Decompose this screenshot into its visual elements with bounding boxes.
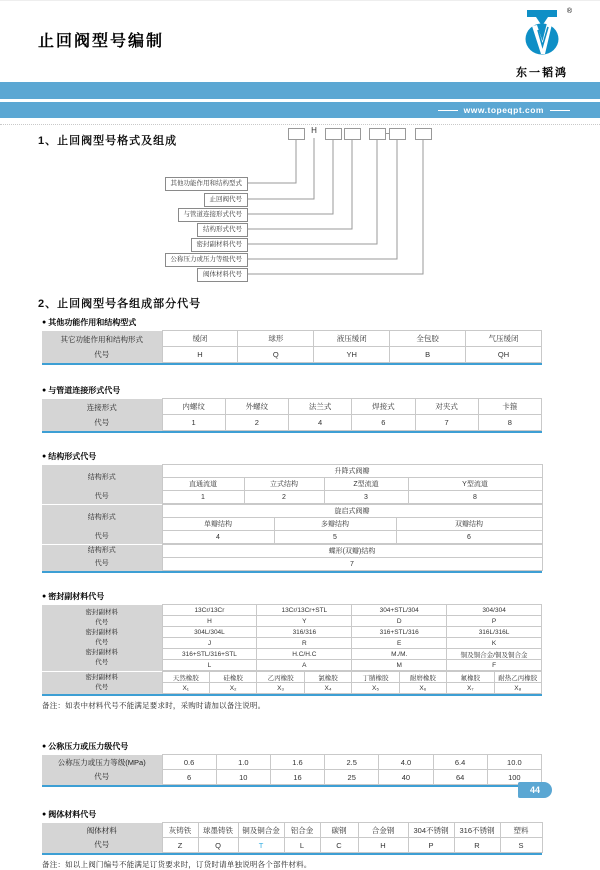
row-header xyxy=(42,331,162,363)
table-cell: P xyxy=(408,838,454,853)
top-banner xyxy=(0,82,600,118)
table-cell: E xyxy=(352,638,447,649)
table6-title-row xyxy=(42,809,600,820)
table-cell: 立式结构 xyxy=(244,478,324,491)
table-row xyxy=(42,672,542,683)
table-cell: S xyxy=(500,838,542,853)
table-cell: 6 xyxy=(396,531,542,544)
table-cell: 6.4 xyxy=(433,755,487,770)
model-box-4 xyxy=(344,128,361,140)
row-header-line: 代号 xyxy=(95,638,109,646)
model-format-section xyxy=(0,125,600,291)
model-box-7 xyxy=(415,128,432,140)
row-header-line: 代号 xyxy=(94,533,109,540)
table-cell: Q xyxy=(198,838,238,853)
table2-title: 与管道连接形式代号 xyxy=(48,386,121,395)
row-header xyxy=(42,399,162,431)
table5-title-row xyxy=(42,741,600,752)
row-header-line: 密封副材料 xyxy=(85,673,118,681)
table4-title-row xyxy=(42,591,600,602)
table-cell: 全包胶 xyxy=(390,331,466,347)
table4-note: 备注：如表中材料代号不能满足要求时，采购时请加以备注说明。 xyxy=(42,701,266,710)
table-cell: 单瓣结构 xyxy=(162,518,274,531)
table-cell: 304+STL/304 xyxy=(352,605,447,616)
bullet-icon: ● xyxy=(42,593,47,600)
table-cell: 直通流道 xyxy=(162,478,244,491)
table-cell: 多瓣结构 xyxy=(274,518,396,531)
table-cell: 0.6 xyxy=(162,755,216,770)
table-cell: 合金钢 xyxy=(358,823,408,838)
table-cell: H xyxy=(162,347,238,363)
table6-title: 阀体材料代号 xyxy=(48,810,97,819)
table-cell: 灰铸铁 xyxy=(162,823,198,838)
table-cell: 316L/316L xyxy=(447,627,542,638)
table1-title: 其他功能作用和结构型式 xyxy=(48,318,137,327)
table-cell: 球墨铸铁 xyxy=(198,823,238,838)
table4-title: 密封副材料代号 xyxy=(48,592,105,601)
model-box-1 xyxy=(288,128,305,140)
table-cell: 25 xyxy=(325,770,379,785)
model-letter: H xyxy=(311,126,317,135)
row-header-line: 密封副材料 xyxy=(85,648,118,656)
row-header-line: 结构形式 xyxy=(87,473,116,481)
table-cell: Y型流道 xyxy=(408,478,542,491)
table-cell: 铝合金 xyxy=(284,823,320,838)
dash-right xyxy=(550,110,570,111)
table-cell: J xyxy=(162,638,257,649)
row-header-line: 代号 xyxy=(94,771,110,781)
table-cell: 7 xyxy=(415,415,478,431)
table-cell: 13Cr/13Cr xyxy=(162,605,257,616)
table-cell: 6 xyxy=(162,770,216,785)
table-cell: YH xyxy=(314,347,390,363)
table-cell: 天然橡胶 xyxy=(162,672,209,683)
bullet-icon: ● xyxy=(42,453,47,460)
brand-logo xyxy=(510,9,574,80)
table-cell: 塑料 xyxy=(500,823,542,838)
bullet-icon: ● xyxy=(42,743,47,750)
table-cell: 10.0 xyxy=(487,755,541,770)
brand-name: 东一韬鸿 xyxy=(516,67,568,79)
table-cell: X₁ xyxy=(162,683,209,694)
table-cell: 焊接式 xyxy=(352,399,415,415)
table-cell: 2 xyxy=(225,415,288,431)
table-cell: 氯橡胶 xyxy=(304,672,351,683)
table-cell: QH xyxy=(466,347,542,363)
table-row xyxy=(42,755,542,770)
table-cell: F xyxy=(447,660,542,671)
model-box-5 xyxy=(369,128,386,140)
table-cell: 1.6 xyxy=(270,755,324,770)
table-row xyxy=(42,823,542,838)
table-row xyxy=(42,399,542,415)
table-cell: 1 xyxy=(162,415,225,431)
table-row xyxy=(42,491,542,504)
table-cell: 1 xyxy=(162,491,244,504)
table-cell: 5 xyxy=(274,531,396,544)
table-cell: 13Cr/13Cr+STL xyxy=(257,605,352,616)
table-cell: 100 xyxy=(487,770,541,785)
table-cell: L xyxy=(284,838,320,853)
table-row xyxy=(42,545,542,558)
table5-title: 公称压力或压力级代号 xyxy=(48,742,129,751)
diagram-label-body-material: 阀体材料代号 xyxy=(197,268,248,282)
table2 xyxy=(42,398,542,433)
table-row xyxy=(42,505,542,518)
row-header-line: 结构形式 xyxy=(87,513,116,521)
table-cell: 304不锈钢 xyxy=(408,823,454,838)
table-cell: 铜及铜合金/铜及铜合金 xyxy=(447,649,542,660)
table-cell: 碳钢 xyxy=(320,823,358,838)
table-cell: 8 xyxy=(408,491,542,504)
row-header xyxy=(42,755,162,785)
table-cell: 316不锈钢 xyxy=(454,823,500,838)
logo-icon xyxy=(520,9,564,57)
row-header-line: 阀体材料 xyxy=(86,825,117,835)
table3 xyxy=(42,464,542,573)
bullet-icon: ● xyxy=(42,319,47,326)
bullet-icon: ● xyxy=(42,387,47,394)
table-cell: M./M. xyxy=(352,649,447,660)
table-cell: 8 xyxy=(478,415,541,431)
table-cell: M xyxy=(352,660,447,671)
table-cell: 304L/304L xyxy=(162,627,257,638)
table-row xyxy=(42,331,542,347)
table-cell: 耐磨橡胶 xyxy=(399,672,446,683)
website-link[interactable] xyxy=(432,105,576,115)
table-cell: Q xyxy=(238,347,314,363)
table-cell: 64 xyxy=(433,770,487,785)
table-cell: L xyxy=(162,660,257,671)
table5 xyxy=(42,754,542,787)
row-header xyxy=(42,823,162,853)
table-cell: X₄ xyxy=(304,683,351,694)
row-header-line: 代号 xyxy=(95,618,109,626)
table4 xyxy=(42,604,542,696)
table-cell: R xyxy=(454,838,500,853)
table-row xyxy=(42,605,542,616)
row-header-line: 代号 xyxy=(94,839,110,849)
diagram-label-valve-code: 止回阀代号 xyxy=(204,193,249,207)
row-header xyxy=(42,672,162,694)
model-box-3 xyxy=(325,128,342,140)
table6 xyxy=(42,822,542,855)
table-cell: 6 xyxy=(352,415,415,431)
row-header xyxy=(42,558,162,571)
table-cell: 对夹式 xyxy=(415,399,478,415)
header xyxy=(0,1,600,82)
bullet-icon: ● xyxy=(42,811,47,818)
table-cell: B xyxy=(390,347,466,363)
table-cell: X₈ xyxy=(494,683,541,694)
table-cell: 16 xyxy=(270,770,324,785)
table-cell: P xyxy=(447,616,542,627)
row-header-line: 代号 xyxy=(94,560,109,567)
table-cell: 7 xyxy=(162,558,542,571)
row-header xyxy=(42,545,162,558)
table-cell: Z型流道 xyxy=(324,478,408,491)
row-header-line: 密封副材料 xyxy=(85,628,118,636)
table-cell: 316+STL/316 xyxy=(352,627,447,638)
table3-title-row xyxy=(42,451,600,462)
table-cell: 4 xyxy=(289,415,352,431)
page-number-badge: 44 xyxy=(518,782,552,798)
table-cell: 双瓣结构 xyxy=(396,518,542,531)
table-cell: 缓闭 xyxy=(162,331,238,347)
table-row xyxy=(42,465,542,478)
table-cell: 气压缓闭 xyxy=(466,331,542,347)
table-cell: 乙丙橡胶 xyxy=(257,672,304,683)
table-cell: D xyxy=(352,616,447,627)
row-header-line: 代号 xyxy=(94,349,110,359)
diagram-connector-lines xyxy=(0,125,600,291)
table-cell: 外螺纹 xyxy=(225,399,288,415)
table-cell: 4.0 xyxy=(379,755,433,770)
table-cell: 硅橡胶 xyxy=(209,672,256,683)
table-cell: R xyxy=(257,638,352,649)
table-cell: 液压缓闭 xyxy=(314,331,390,347)
row-header xyxy=(42,605,162,671)
table-cell: 2.5 xyxy=(325,755,379,770)
row-header-line: 结构形式 xyxy=(87,547,116,554)
table-cell: 丁腈橡胶 xyxy=(352,672,399,683)
table-cell: 蝶形(双瓣)结构 xyxy=(162,545,542,558)
table-cell: 内螺纹 xyxy=(162,399,225,415)
model-box-6 xyxy=(389,128,406,140)
registered-mark: ® xyxy=(566,8,572,15)
section1-heading: 1、止回阀型号格式及组成 xyxy=(38,135,178,147)
table-cell: 304/304 xyxy=(447,605,542,616)
table-cell: K xyxy=(447,638,542,649)
diagram-label-function: 其他功能作用和结构型式 xyxy=(165,177,249,191)
table-cell: X₃ xyxy=(257,683,304,694)
table-cell: A xyxy=(257,660,352,671)
table1-title-row xyxy=(42,317,600,328)
table-cell: 法兰式 xyxy=(289,399,352,415)
row-header-line: 连接形式 xyxy=(86,402,117,412)
row-header-line: 密封副材料 xyxy=(85,608,118,616)
diagram-label-seal-material: 密封副材料代号 xyxy=(191,238,249,252)
table-row xyxy=(42,531,542,544)
table-cell: Z xyxy=(162,838,198,853)
table-row xyxy=(42,558,542,571)
dash-left xyxy=(438,110,458,111)
table-cell: 316+STL/316+STL xyxy=(162,649,257,660)
table-cell: 氟橡胶 xyxy=(447,672,494,683)
table3-title: 结构形式代号 xyxy=(48,452,97,461)
diagram-label-pressure: 公称压力或压力等级代号 xyxy=(165,253,249,267)
table-cell: 4 xyxy=(162,531,274,544)
row-header xyxy=(42,491,162,504)
table-cell: H xyxy=(162,616,257,627)
banner-stripe-top xyxy=(0,82,600,99)
banner-stripe-bottom xyxy=(0,102,600,118)
table-cell: 耐热乙丙橡胶 xyxy=(494,672,541,683)
table-cell: 卡箍 xyxy=(478,399,541,415)
website-text: www.topeqpt.com xyxy=(463,105,544,115)
row-header-line: 代号 xyxy=(94,493,109,500)
table-cell: 球形 xyxy=(238,331,314,347)
table-cell: X₇ xyxy=(447,683,494,694)
diagram-label-connection: 与管道连接形式代号 xyxy=(178,208,249,222)
table-cell: X₂ xyxy=(209,683,256,694)
table-cell: H.C/H.C xyxy=(257,649,352,660)
group-title-cell: 升降式阀瓣 xyxy=(162,465,542,478)
table-cell: C xyxy=(320,838,358,853)
row-header-line: 公称压力或压力等级(MPa) xyxy=(57,757,146,767)
row-header-line: 代号 xyxy=(94,417,110,427)
row-header xyxy=(42,505,162,531)
table-cell: X₅ xyxy=(352,683,399,694)
group-title-cell: 旋启式阀瓣 xyxy=(162,505,542,518)
table-cell: 3 xyxy=(324,491,408,504)
table-cell: H xyxy=(358,838,408,853)
table6-note: 备注：如以上阀门编号不能满足订货要求时，订货时请单独说明各个部件材料。 xyxy=(42,860,312,869)
table-cell: 2 xyxy=(244,491,324,504)
table-cell: X₆ xyxy=(399,683,446,694)
table1 xyxy=(42,330,542,365)
table-cell: 10 xyxy=(216,770,270,785)
diagram-label-structure: 结构形式代号 xyxy=(197,223,248,237)
row-header-line: 代号 xyxy=(95,658,109,666)
row-header-line: 其它功能作用和结构形式 xyxy=(60,334,143,344)
table-cell: 40 xyxy=(379,770,433,785)
table2-title-row xyxy=(42,385,600,396)
section2-heading: 2、止回阀型号各组成部分代号 xyxy=(38,298,202,310)
code-tables xyxy=(0,317,600,870)
table-cell: T xyxy=(238,838,284,853)
table-cell: 铜及铜合金 xyxy=(238,823,284,838)
row-header xyxy=(42,465,162,491)
table-cell: 1.0 xyxy=(216,755,270,770)
page-title: 止回阀型号编制 xyxy=(38,33,165,50)
table-cell: 316/316 xyxy=(257,627,352,638)
table-cell: Y xyxy=(257,616,352,627)
row-header xyxy=(42,531,162,544)
row-header-line: 代号 xyxy=(95,683,109,691)
